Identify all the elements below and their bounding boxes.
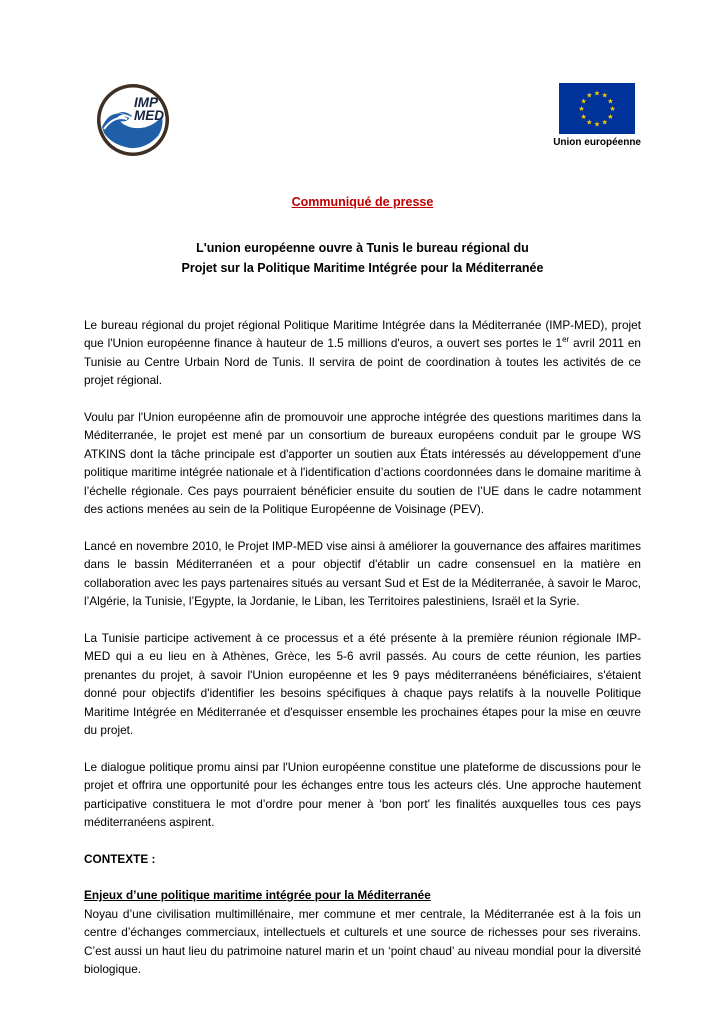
press-release-heading: Communiqué de presse [291,195,434,209]
svg-text:★: ★ [586,118,593,127]
svg-text:★: ★ [601,118,608,127]
svg-text:★: ★ [578,105,585,113]
svg-text:★: ★ [609,105,616,113]
svg-text:★: ★ [593,89,601,98]
paragraph-opening-start: Le bureau régional du projet régional Politique Maritime Intégrée dans la Méditerranée (IMP-MED), projet que l'Union européenne finance à hauteur de 1.5 millions d'euros, a ouvert ses portes le 1 [84,317,641,351]
paragraph-context: Noyau d’une civilisation multimillénaire, mer commune et mer centrale, la Méditerranée est à la fois un centre d’échanges commerciaux, intellectuels et culturels et une source de richesses pour ses riverains. C’est aussi un haut lieu du patrimoine naturel marin et un ‘point chaud’ au niveau mondial pour la diversité biologique. [84,906,641,977]
svg-text:★: ★ [607,97,614,106]
enjeux-subheading: Enjeux d’une politique maritime intégrée pour la Méditerranée [84,888,431,903]
document-title [84,238,641,279]
paragraph-project-description: Voulu par l'Union européenne afin de promouvoir une approche intégrée des questions maritimes dans la Méditerranée, le projet est mené par un consortium de bureaux européens conduit par le groupe WS ATKINS dont la tâche principale est d'apporter un soutien aux États intéressés au développement d'une politique maritime intégrée nationale et à l'identification d’actions coordonnées dans le domaine maritime à l’échelle régionale. Ces pays pourraient bénéficier ensuite du soutien de l’UE dans le cadre notamment des actions menées au sein de la Politique Européenne de Voisinage (PEV). [84,409,641,517]
eu-logo-block [553,83,641,148]
svg-text:★: ★ [593,120,601,129]
header-logo-row [84,0,641,171]
imp-med-logo-graphic [96,83,170,157]
paragraph-opening-end: avril 2011 en Tunisie au Centre Urbain Nord de Tunis. Il servira de point de coordination à toutes les activités de ce projet régional. [84,336,641,388]
imp-logo-text-line1: IMP [134,95,159,110]
svg-text:★: ★ [601,91,608,100]
document-body [84,316,641,979]
paragraph-political-dialogue: Le dialogue politique promu ainsi par l'Union européenne constitue une plateforme de discussions pour le projet et offrira une opportunité pour les échanges entre tous les acteurs clés. Une approche hautement participative constituera le mot d’ordre pour mener à ‘bon port' les finalités auxquelles tous ces pays méditerranéens aspirent. [84,759,641,830]
svg-text:★: ★ [586,91,593,100]
ordinal-superscript: er [562,335,570,345]
paragraph-tunisia-participation: La Tunisie participe activement à ce processus et a été présente à la première réunion régionale IMP-MED qui a eu lieu en à Athènes, Grèce, les 5-6 avril passés. Au cours de cette réunion, les parties prenantes du projet, à savoir l'Union européenne et les 9 pays méditerranéens bénéficiaires, s'étaient donné pour objectifs d'identifier les besoins spécifiques à chaque pays relatifs à la nouvelle Politique Maritime Intégrée en Méditerranée et d'esquisser ensemble les prochaines étapes pour la mise en œuvre du projet. [84,630,641,738]
imp-logo-text-line2: MED [134,108,164,123]
contexte-heading: CONTEXTE : [84,851,156,866]
imp-med-logo [96,83,170,162]
paragraph-launch-objectives: Lancé en novembre 2010, le Projet IMP-MED vise ainsi à améliorer la gouvernance des affaires maritimes dans le bassin Méditerranéen et a pour objectif d'établir un cadre consensuel en la matière en collaboration avec les pays partenaires situés au versant Sud et Est de la Méditerranée, à savoir le Maroc, l’Algérie, la Tunisie, l’Egypte, la Jordanie, le Liban, les Territoires palestiniens, Israël et la Syrie. [84,538,641,609]
eu-flag-caption: Union européenne [553,137,641,148]
svg-text:★: ★ [580,97,587,106]
svg-text:★: ★ [580,112,587,121]
svg-text:★: ★ [607,112,614,121]
paragraph-opening [84,316,641,390]
document-title-line1: L'union européenne ouvre à Tunis le bureau régional du [196,241,529,255]
document-title-line2: Projet sur la Politique Maritime Intégrée pour la Méditerranée [181,261,544,276]
eu-flag-icon [559,83,635,134]
